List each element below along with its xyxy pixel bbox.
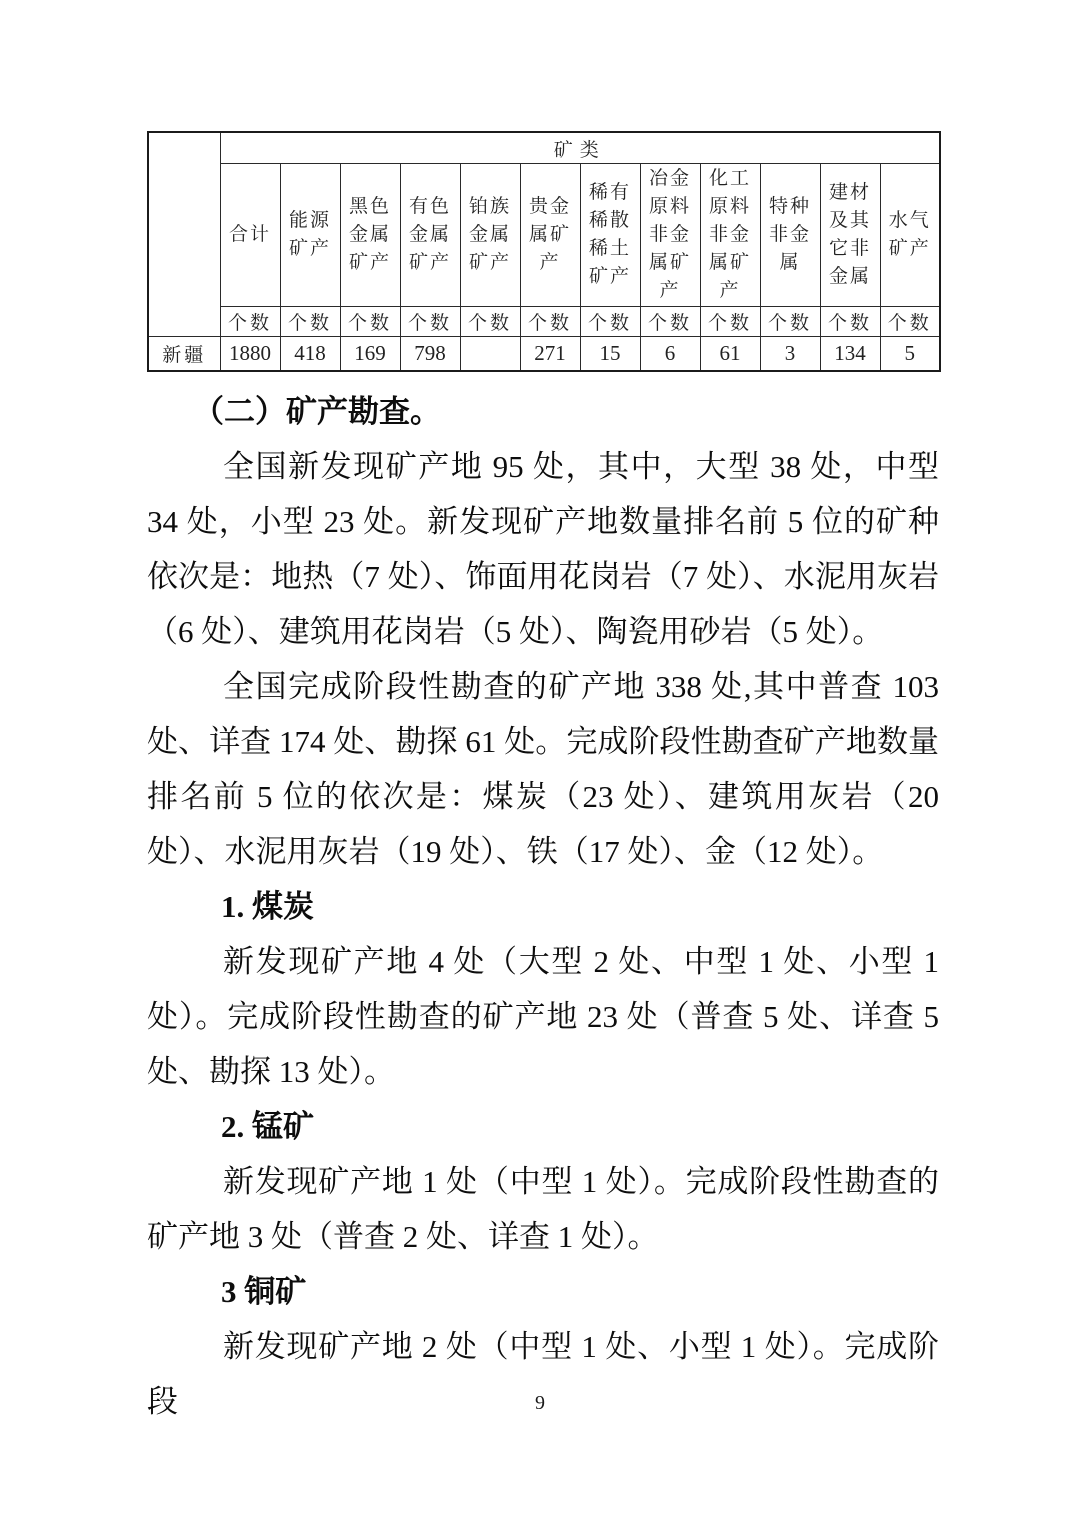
count-header-cell: 个数 bbox=[640, 307, 700, 337]
column-header-metallurgical: 冶金原料非金属矿产 bbox=[640, 164, 700, 307]
count-header-cell: 个数 bbox=[700, 307, 760, 337]
value-building: 134 bbox=[820, 337, 880, 372]
paragraph-new-discoveries: 全国新发现矿产地 95 处，其中，大型 38 处，中型 34 处，小型 23 处。新发现矿产地数量排名前 5 位的矿种依次是：地热（7 处）、饰面用花岗岩（7 处）、水泥用灰岩（6 处）、建筑用花岗岩（5 处）、陶瓷用砂岩（5 处）。 bbox=[147, 449, 939, 649]
count-header-cell: 个数 bbox=[400, 307, 460, 337]
column-header-nonferrous: 有色金属矿产 bbox=[400, 164, 460, 307]
value-ferrous: 169 bbox=[340, 337, 400, 372]
column-header-building: 建材及其它非金属 bbox=[820, 164, 880, 307]
count-header-cell: 个数 bbox=[580, 307, 640, 337]
column-header-water-gas: 水气矿产 bbox=[880, 164, 940, 307]
value-rare-earth: 15 bbox=[580, 337, 640, 372]
value-water-gas: 5 bbox=[880, 337, 940, 372]
count-header-cell: 个数 bbox=[760, 307, 820, 337]
value-special: 3 bbox=[760, 337, 820, 372]
paragraph-copper: 新发现矿产地 2 处（中型 1 处、小型 1 处）。完成阶段 bbox=[147, 1329, 939, 1419]
row-label-xinjiang: 新疆 bbox=[148, 337, 220, 372]
table-group-header: 矿类 bbox=[220, 132, 940, 164]
page-number: 9 bbox=[535, 1392, 545, 1414]
column-header-energy: 能源矿产 bbox=[280, 164, 340, 307]
count-header-cell: 个数 bbox=[520, 307, 580, 337]
body-text bbox=[147, 384, 939, 1429]
page-content bbox=[147, 131, 939, 1429]
paragraph-coal: 新发现矿产地 4 处（大型 2 处、中型 1 处、小型 1 处）。完成阶段性勘查的矿产地 23 处（普查 5 处、详查 5 处、勘探 13 处）。 bbox=[147, 944, 939, 1089]
column-header-chemical: 化工原料非金属矿产 bbox=[700, 164, 760, 307]
column-header-total: 合计 bbox=[220, 164, 280, 307]
column-header-rare-earth: 稀有稀散稀土矿产 bbox=[580, 164, 640, 307]
value-precious: 271 bbox=[520, 337, 580, 372]
subsection-heading-coal: 1. 煤炭 bbox=[221, 889, 314, 924]
count-header-cell: 个数 bbox=[880, 307, 940, 337]
value-nonferrous: 798 bbox=[400, 337, 460, 372]
value-chemical: 61 bbox=[700, 337, 760, 372]
mineral-statistics-table bbox=[147, 131, 941, 372]
subsection-heading-manganese: 2. 锰矿 bbox=[221, 1109, 314, 1144]
subsection-heading-copper: 3 铜矿 bbox=[221, 1274, 307, 1309]
count-header-cell: 个数 bbox=[340, 307, 400, 337]
value-total: 1880 bbox=[220, 337, 280, 372]
count-header-cell: 个数 bbox=[220, 307, 280, 337]
column-header-precious: 贵金属矿产 bbox=[520, 164, 580, 307]
section-heading-exploration: （二）矿产勘查。 bbox=[193, 394, 441, 429]
column-header-platinum: 铂族金属矿产 bbox=[460, 164, 520, 307]
count-header-cell: 个数 bbox=[820, 307, 880, 337]
count-header-cell: 个数 bbox=[460, 307, 520, 337]
column-header-special: 特种非金属 bbox=[760, 164, 820, 307]
paragraph-stage-survey: 全国完成阶段性勘查的矿产地 338 处,其中普查 103 处、详查 174 处、勘探 61 处。完成阶段性勘查矿产地数量排名前 5 位的依次是：煤炭（23 处）、建筑用灰岩（20 处）、水泥用灰岩（19 处）、铁（17 处）、金（12 处）。 bbox=[147, 669, 939, 869]
value-metallurgical: 6 bbox=[640, 337, 700, 372]
value-energy: 418 bbox=[280, 337, 340, 372]
paragraph-manganese: 新发现矿产地 1 处（中型 1 处）。完成阶段性勘查的矿产地 3 处（普查 2 处、详查 1 处）。 bbox=[147, 1164, 939, 1254]
column-header-ferrous: 黑色金属矿产 bbox=[340, 164, 400, 307]
count-header-cell: 个数 bbox=[280, 307, 340, 337]
value-platinum bbox=[460, 337, 520, 372]
table-corner-cell bbox=[148, 132, 220, 337]
